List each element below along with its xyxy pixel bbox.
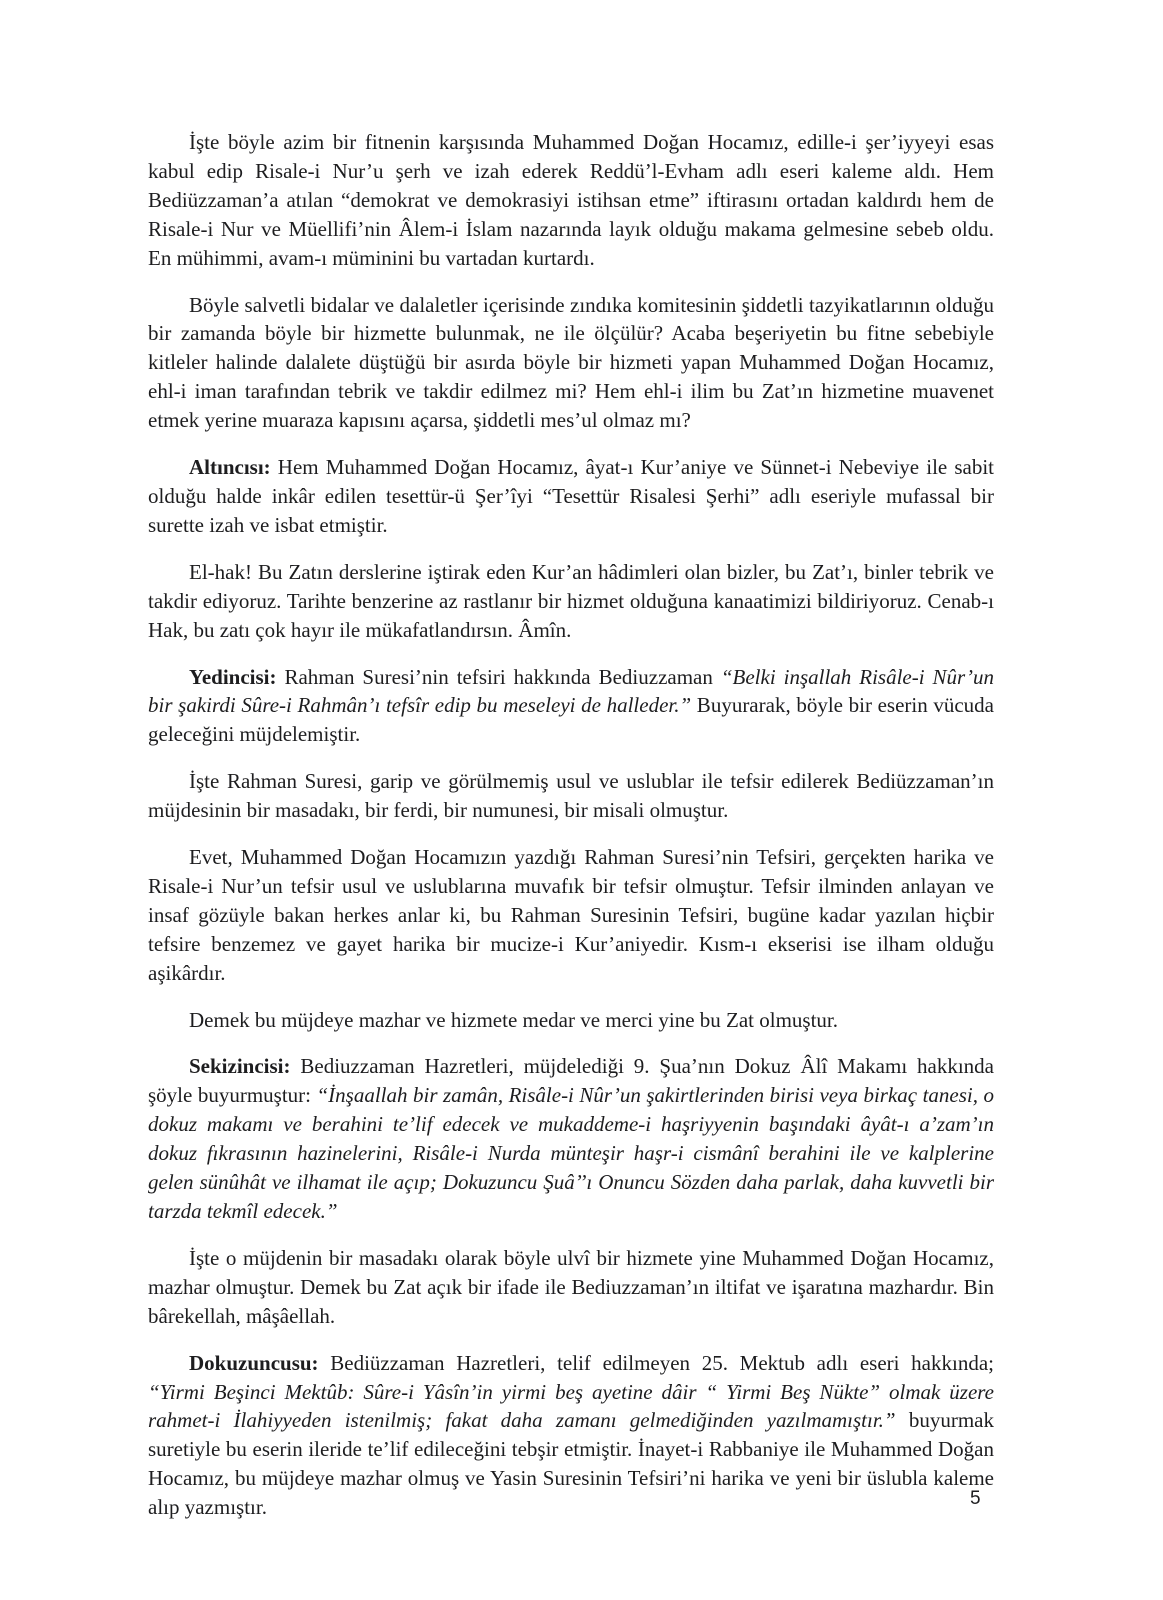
section-heading: Altıncısı: <box>189 455 271 480</box>
document-body <box>148 128 994 1540</box>
paragraph <box>148 128 994 273</box>
paragraph <box>148 1052 994 1225</box>
text-run: Rahman Suresi’nin tefsiri hakkında Bediuzzaman <box>276 664 721 689</box>
text-run: Demek bu müjdeye mazhar ve hizmete medar ve merci yine bu Zat olmuştur. <box>189 1007 839 1032</box>
text-run: buyurmak suretiyle bu eserin ileride te’lif edileceğini tebşir etmiştir. İnayet-i Rabbaniye ile Muhammed Doğan Hocamız, bu müjdeye mazhar olmuş ve Yasin Suresinin Tefsiri’ni harika ve yeni bir üslubla kaleme alıp yazmıştır. <box>148 1408 995 1520</box>
quotation: “Belki inşallah Risâle-i Nûr’un bir şakirdi Sûre-i Rahmân’ı tefsîr edip bu meseleyi de halleder.” <box>148 664 994 718</box>
text-run: İşte o müjdenin bir masadakı olarak böyle ulvî bir hizmete yine Muhammed Doğan Hocamız, mazhar olmuştur. Demek bu Zat açık bir ifade ile Bediuzzaman’ın iltifat ve işaratına mazhardır. Bin bârekellah, mâşâellah. <box>148 1245 994 1328</box>
section-heading: Sekizincisi: <box>189 1054 291 1079</box>
page-number: 5 <box>970 1488 981 1509</box>
paragraph <box>148 1349 994 1522</box>
text-run: İşte böyle azim bir fitnenin karşısında Muhammed Doğan Hocamız, edille-i şer’iyyeyi esas kabul edip Risale-i Nur’u şerh ve izah ederek Reddü’l-Evham adlı eseri kaleme aldı. Hem Bediüzzaman’a atılan “demokrat ve demokrasiyi istihsan etme” iftirasını ortadan kaldırdı hem de Risale-i Nur ve Müellifi’nin Âlem-i İslam nazarında layık olduğu makama gelmesine sebeb oldu. En mühimmi, avam-ı müminini bu vartadan kurtardı. <box>148 130 994 270</box>
section-heading: Yedincisi: <box>189 664 277 689</box>
quotation: “Yirmi Beşinci Mektûb: Sûre-i Yâsîn’in yirmi beş ayetine dâir “ Yirmi Beş Nükte” olmak üzere rahmet-i İlahiyyeden istenilmiş; fakat daha zamanı gelmediğinden yazılmamıştır.” <box>148 1379 994 1433</box>
text-run: Bediuzzaman Hazretleri, müjdelediği 9. Şua’nın Dokuz Âlî Makamı hakkında şöyle buyurmuştur: <box>148 1054 994 1108</box>
paragraph <box>148 843 994 988</box>
paragraph <box>148 453 994 540</box>
section-heading: Dokuzuncusu: <box>189 1350 319 1375</box>
text-run: Evet, Muhammed Doğan Hocamızın yazdığı Rahman Suresi’nin Tefsiri, gerçekten harika ve Risale-i Nur’un tefsir usul ve uslublarına muvafık bir tefsir olmuştur. Tefsir ilminden anlayan ve insaf gözüyle bakan herkes anlar ki, bu Rahman Suresinin Tefsiri, bugüne kadar yazılan hiçbir tefsire benzemez ve gayet harika bir mucize-i Kur’aniyedir. Kısm-ı ekserisi ise ilham olduğu aşikârdır. <box>148 845 994 985</box>
quotation: “İnşaallah bir zamân, Risâle-i Nûr’un şakirtlerinden birisi veya birkaç tanesi, o dokuz makamı ve berahini te’lif edecek ve mukaddeme-i haşriyyenin başındaki âyât-ı a’zam’ın dokuz fıkrasının hazinelerini, Risâle-i Nurda münteşir haşr-i cismânî berahini ile ve kalplerine gelen sünûhât ve ilhamat ile açıp; Dokuzuncu Şuâ’’ı Onuncu Sözden daha parlak, daha kuvvetli bir tarzda tekmîl edecek.” <box>148 1083 994 1223</box>
text-run: Hem Muhammed Doğan Hocamız, âyat-ı Kur’aniye ve Sünnet-i Nebeviye ile sabit olduğu halde inkâr edilen tesettür-ü Şer’îyi “Tesettür Risalesi Şerhi” adlı eseriyle mufassal bir surette izah ve isbat etmiştir. <box>148 455 994 537</box>
text-run: Böyle salvetli bidalar ve dalaletler içerisinde zındıka komitesinin şiddetli tazyikatlarının olduğu bir zamanda böyle bir hizmette bulunmak, ne ile ölçülür? Acaba beşeriyetin bu fitne sebebiyle kitleler halinde dalalete düştüğü bir asırda böyle bir hizmeti yapan Muhammed Doğan Hocamız, ehl-i iman tarafından tebrik ve takdir edilmez mi? Hem ehl-i ilim bu Zat’ın hizmetine muavenet etmek yerine muaraza kapısını açarsa, şiddetli mes’ul olmaz mı? <box>148 292 994 433</box>
text-run: İşte Rahman Suresi, garip ve görülmemiş usul ve uslublar ile tefsir edilerek Bediüzzaman’ın müjdesinin bir masadakı, bir ferdi, bir numunesi, bir misali olmuştur. <box>148 769 994 823</box>
text-run: El-hak! Bu Zatın derslerine iştirak eden Kur’an hâdimleri olan bizler, bu Zat’ı, binler tebrik ve takdir ediyoruz. Tarihte benzerine az rastlanır bir hizmet olduğuna kanaatimizi bildiriyoruz. Cenab-ı Hak, bu zatı çok hayır ile mükafatlandırsın. Âmîn. <box>148 559 994 642</box>
paragraph <box>148 663 994 750</box>
paragraph <box>148 558 994 645</box>
paragraph <box>148 1006 994 1035</box>
paragraph <box>148 291 994 436</box>
paragraph <box>148 1244 994 1331</box>
paragraph <box>148 767 994 825</box>
text-run: Buyurarak, böyle bir eserin vücuda geleceğini müjdelemiştir. <box>148 693 994 747</box>
text-run: Bediüzzaman Hazretleri, telif edilmeyen 25. Mektub adlı eseri hakkında; <box>318 1350 994 1375</box>
